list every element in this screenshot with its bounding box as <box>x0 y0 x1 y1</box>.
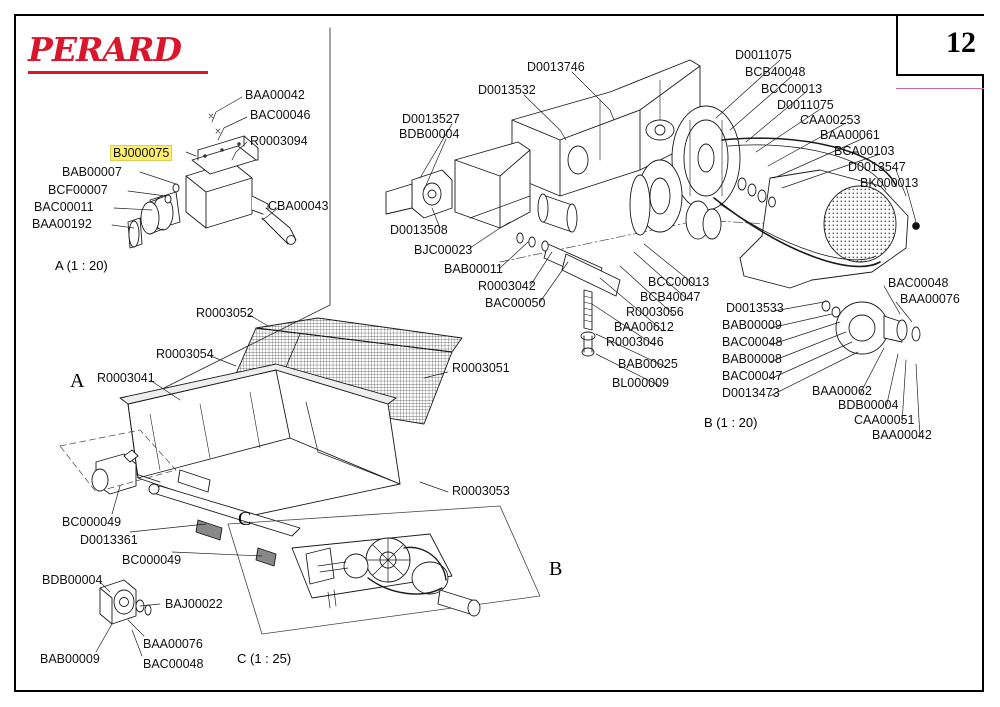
view-marker-b: B <box>549 558 563 580</box>
part-label-R0003056: R0003056 <box>626 305 684 319</box>
part-label-R0003054: R0003054 <box>156 347 214 361</box>
part-label-CAA00253: CAA00253 <box>800 113 861 127</box>
view-title-b: B (1 : 20) <box>704 415 758 430</box>
part-label-R0003042: R0003042 <box>478 279 536 293</box>
part-label-R0003053: R0003053 <box>452 484 510 498</box>
part-label-R0003041: R0003041 <box>97 371 155 385</box>
part-label-D0013361: D0013361 <box>80 533 138 547</box>
part-label-D0013527: D0013527 <box>402 112 460 126</box>
part-label-D0011075-2: D0011075 <box>777 98 834 112</box>
part-label-BAC00048: BAC00048 <box>722 335 783 349</box>
part-label-R0003052: R0003052 <box>196 306 254 320</box>
part-label-BAA00192: BAA00192 <box>32 217 92 231</box>
part-label-BAA00061: BAA00061 <box>820 128 880 142</box>
part-label-BAA00612: BAA00612 <box>614 320 674 334</box>
part-label-BDB00004-2: BDB00004 <box>838 398 899 412</box>
part-label-BAA00076: BAA00076 <box>900 292 960 306</box>
part-label-BAC00050: BAC00050 <box>485 296 546 310</box>
view-title-a: A (1 : 20) <box>55 258 108 273</box>
part-label-BAC00048-3: BAC00048 <box>143 657 204 671</box>
part-label-BAA00076-2: BAA00076 <box>143 637 203 651</box>
view-title-c: C (1 : 25) <box>237 651 292 666</box>
part-label-BDB00004: BDB00004 <box>399 127 460 141</box>
part-label-BAB00025: BAB00025 <box>618 357 678 371</box>
part-label-BAB00011: BAB00011 <box>444 262 503 276</box>
part-label-D0013473: D0013473 <box>722 386 780 400</box>
part-label-BJC00023: BJC00023 <box>414 243 473 257</box>
part-label-BAC00011: BAC00011 <box>34 200 94 214</box>
part-label-R0003051: R0003051 <box>452 361 510 375</box>
part-label-BAC00046: BAC00046 <box>250 108 311 122</box>
part-label-D0011075: D0011075 <box>735 48 792 62</box>
page-number: 12 <box>946 26 976 59</box>
part-label-BAB00009: BAB00009 <box>722 318 782 332</box>
part-label-BAC00048-2: BAC00048 <box>888 276 949 290</box>
part-label-R0003094: R0003094 <box>250 134 308 148</box>
part-label-BCA00103: BCA00103 <box>834 144 895 158</box>
part-label-BAJ00022: BAJ00022 <box>165 597 223 611</box>
view-marker-c: C <box>238 508 252 530</box>
part-label-BCC00013: BCC00013 <box>761 82 823 96</box>
brand-logo-text: PERARD <box>28 30 182 69</box>
part-label-BC000049: BC000049 <box>62 515 122 529</box>
part-label-BAB00008: BAB00008 <box>722 352 782 366</box>
view-marker-a: A <box>70 370 85 392</box>
part-label-BAC00047: BAC00047 <box>722 369 783 383</box>
part-label-BAA00042-2: BAA00042 <box>872 428 932 442</box>
part-label-BC000049-2: BC000049 <box>122 553 182 567</box>
part-label-BAA00062: BAA00062 <box>812 384 872 398</box>
part-label-D0013533: D0013533 <box>726 301 784 315</box>
part-label-D0013746: D0013746 <box>527 60 585 74</box>
part-label-BL000009: BL000009 <box>612 376 670 390</box>
part-label-BCB40047: BCB40047 <box>640 290 701 304</box>
part-label-BK000013: BK000013 <box>860 176 919 190</box>
part-label-BCF00007: BCF00007 <box>48 183 108 197</box>
part-label-BCB40048: BCB40048 <box>745 65 806 79</box>
part-label-R0003046: R0003046 <box>606 335 664 349</box>
part-label-BAB00009-2: BAB00009 <box>40 652 100 666</box>
part-label-D0013532: D0013532 <box>478 83 536 97</box>
part-label-CAA00051: CAA00051 <box>854 413 915 427</box>
part-label-BCC00013-2: BCC00013 <box>648 275 710 289</box>
part-label-BAB00007: BAB00007 <box>62 165 122 179</box>
part-label-BJ000075[interactable]: BJ000075 <box>110 145 172 161</box>
part-label-D0013547: D0013547 <box>848 160 906 174</box>
part-label-D0013508: D0013508 <box>390 223 448 237</box>
part-label-BAA00042: BAA00042 <box>245 88 305 102</box>
part-label-BDB00004-3: BDB00004 <box>42 573 103 587</box>
part-label-CBA00043: CBA00043 <box>268 199 329 213</box>
